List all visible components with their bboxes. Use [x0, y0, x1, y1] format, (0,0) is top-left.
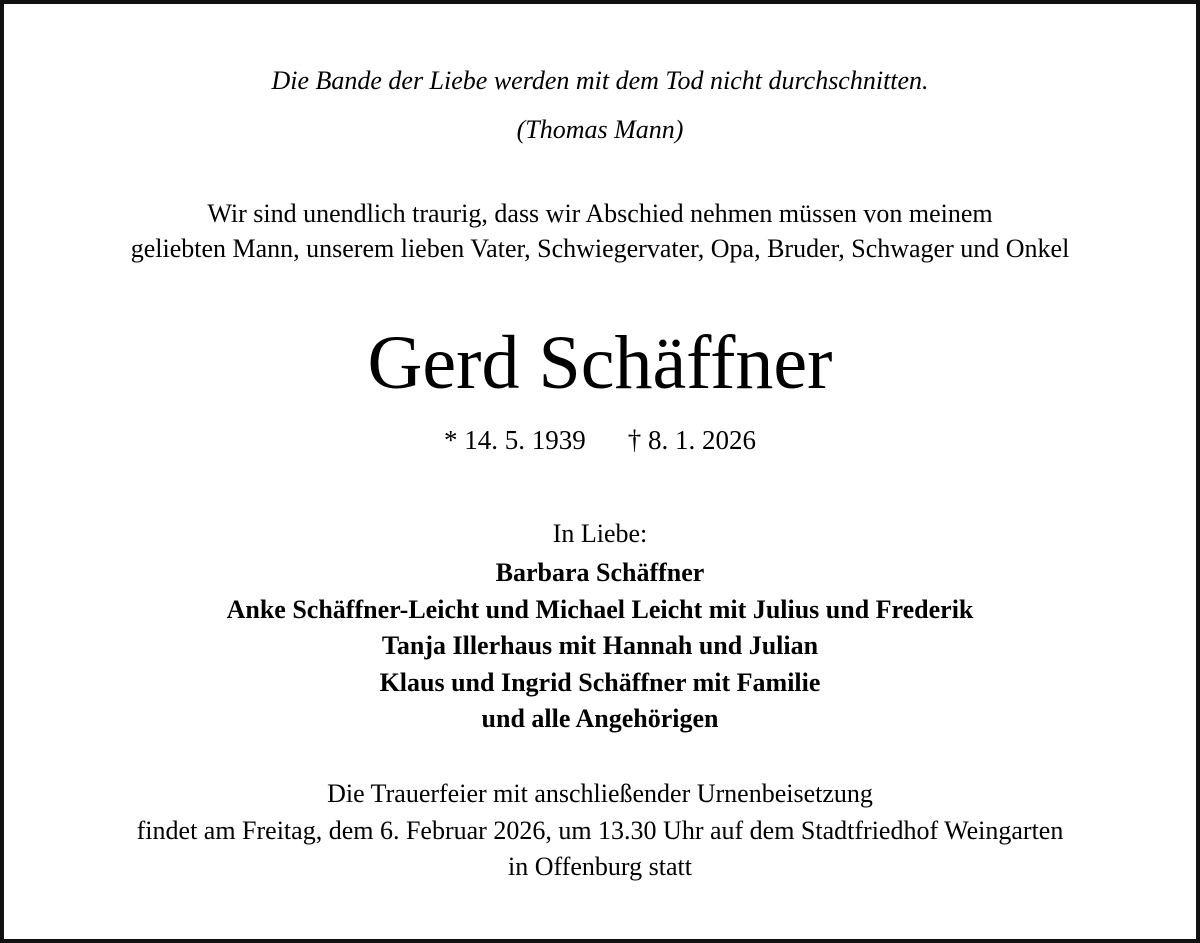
epigraph-author: (Thomas Mann) [516, 115, 684, 144]
service-line-1: Die Trauerfeier mit anschließender Urnenbeisetzung [327, 779, 873, 808]
intro-line-1: Wir sind unendlich traurig, dass wir Abschied nehmen müssen von meinem [207, 199, 993, 228]
service-line-3: in Offenburg statt [508, 852, 692, 881]
mourner-line: Anke Schäffner-Leicht und Michael Leicht mit Julius und Frederik [226, 595, 974, 624]
mourner-line: Tanja Illerhaus mit Hannah und Julian [381, 631, 819, 660]
deceased-name: Gerd Schäffner [367, 321, 833, 405]
life-dates [4, 425, 1196, 456]
death-date: † 8. 1. 2026 [627, 425, 756, 455]
birth-date: * 14. 5. 1939 [444, 425, 586, 455]
intro-line-2: geliebten Mann, unserem lieben Vater, Schwiegervater, Opa, Bruder, Schwager und Onkel [130, 234, 1070, 263]
mourner-line: Barbara Schäffner [495, 558, 705, 587]
mourner-line: Klaus und Ingrid Schäffner mit Familie [379, 668, 821, 697]
mourners-heading: In Liebe: [552, 519, 648, 548]
epigraph-quote: Die Bande der Liebe werden mit dem Tod nicht durchschnitten. [271, 66, 929, 95]
mourner-line: und alle Angehörigen [481, 704, 719, 733]
service-line-2: findet am Freitag, dem 6. Februar 2026, um 13.30 Uhr auf dem Stadtfriedhof Weingarten [136, 816, 1064, 845]
